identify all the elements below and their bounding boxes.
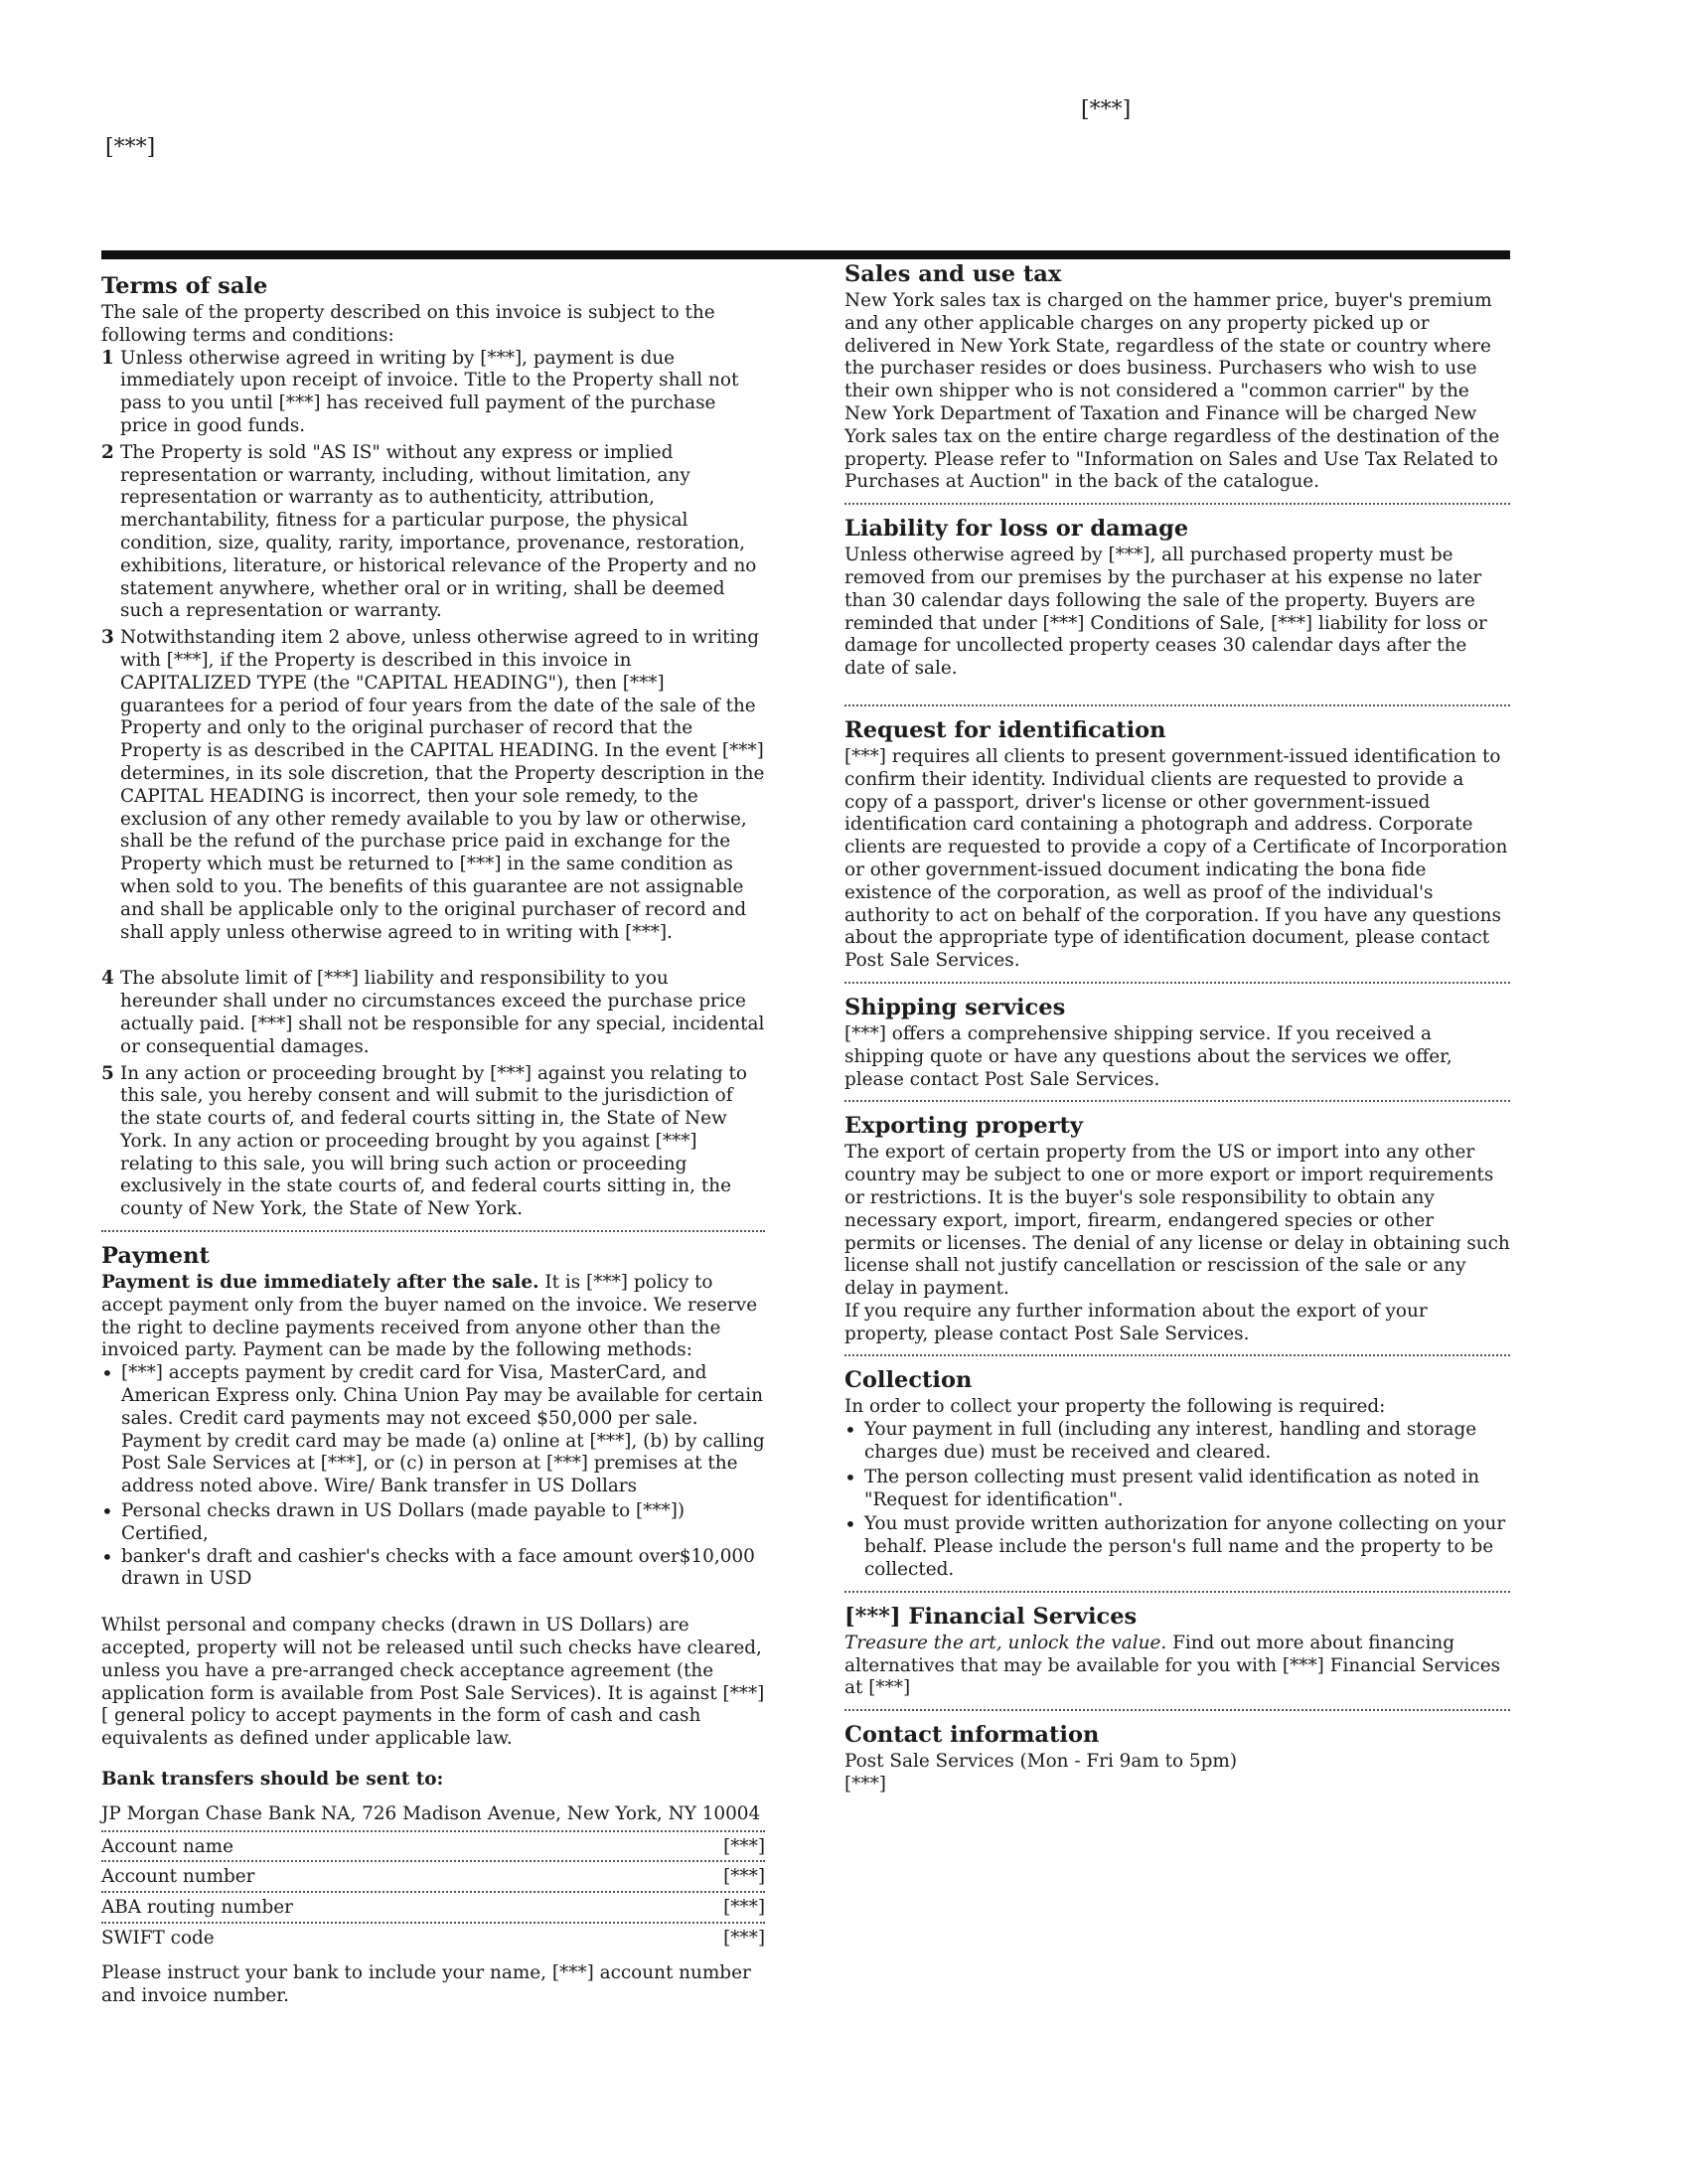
collection-section [844,1366,1510,1581]
terms-list [101,348,765,1221]
table-row [101,1830,765,1861]
contact-hours: Post Sale Services (Mon - Fri 9am to 5pm) [844,1751,1238,1773]
collection-requirement: Your payment in full (including any interest, handling and storage charges due) must be received and cleared. [864,1419,1477,1464]
payment-methods-list [101,1362,765,1591]
identification-text: [***] requires all clients to present government-issued identification to confirm their identity. Individual clients are requested to provide a copy of a passport, driver's license or other government-issued identification card containing a photograph and address. Corporate clients are requested to provide a copy of a Certificate of Incorporation or other government-issued document indicating the bona fide existence of the corporation, as well as proof of the individual's authority to act on behalf of the corporation. If you have any questions about the appropriate type of identification document, please contact Post Sale Services. [844,745,1508,972]
dotted-divider [844,1591,1510,1593]
list-item [844,1467,1510,1512]
term-text: In any action or proceeding brought by [***] against you relating to this sale, you hereby consent and will submit to the jurisdiction of the state courts of, and federal courts sitting in, the State of New York. In any action or proceeding brought by you against [***] relating to this sale, you will bring such action or proceeding exclusively in the state courts of, and federal courts sitting in, the county of New York, the State of New York. [120,1062,747,1220]
term-number: 5 [101,1062,114,1084]
right-column [844,260,1510,1796]
bullet-icon: • [844,1465,856,1489]
redacted-header-left: [***] [105,135,156,160]
collection-intro: In order to collect your property the following is required: [844,1396,1386,1418]
exporting-text-contact: If you require any further information about the export of your property, please contact Post Sale Services. [844,1300,1428,1344]
dotted-divider [844,1709,1510,1711]
liability-title: Liability for loss or damage [844,516,1189,543]
term-item [101,627,765,944]
list-item [101,1362,765,1498]
bank-details-table [101,1830,765,1952]
payment-method-text: banker's draft and cashier's checks with a face amount over$10,000 drawn in USD [121,1545,755,1590]
list-item [844,1419,1510,1465]
collection-title: Collection [844,1367,973,1394]
sales-tax-text: New York sales tax is charged on the hammer price, buyer's premium and any other applicable charges on any property picked up or delivered in New York State, regardless of the state or country where the purchaser resides or does business. Purchasers who wish to use their own shipper who is not considered a "common carrier" by the New York Department of Taxation and Finance will be charged New York sales tax on the entire charge regardless of the destination of the property. Please refer to "Information on Sales and Use Tax Related to Purchases at Auction" in the back of the catalogue. [844,290,1500,493]
list-item [844,1513,1510,1581]
term-text: The absolute limit of [***] liability and responsibility to you hereunder shall under no circumstances exceed the purchase price actually paid. [***] shall not be responsible for any special, incidental or consequential damages. [120,968,765,1057]
list-item [101,1500,765,1546]
payment-section [101,1242,765,2007]
financial-services-title: [***] Financial Services [844,1603,1138,1630]
term-text: Notwithstanding item 2 above, unless otherwise agreed to in writing with [***], if the Property is described in this invoice in CAPITALIZED TYPE (the "CAPITAL HEADING"), then [***] guarantees for a period of four years from the date of the sale of the Property and only to the original purchaser of record that the Property is as described in the CAPITAL HEADING. In the event [***] determines, in its sole discretion, that the Property description in the CAPITAL HEADING is incorrect, then your sole remedy, to the exclusion of any other remedy available to you by law or otherwise, shall be the refund of the purchase price paid in exchange for the Property which must be returned to [***] in the same condition as when sold to you. The benefits of this guarantee are not assignable and shall be applicable only to the original purchaser of record and shall apply unless otherwise agreed to in writing with [***]. [120,627,765,943]
bullet-icon: • [101,1544,113,1569]
terms-of-sale-title: Terms of sale [101,273,268,299]
shipping-text: [***] offers a comprehensive shipping service. If you received a shipping quote or have any questions about the services we offer, please contact Post Sale Services. [844,1022,1452,1090]
shipping-title: Shipping services [844,994,1066,1020]
bank-value: [***] [723,1897,765,1919]
terms-intro: The sale of the property described on this invoice is subject to the following terms and conditions: [101,302,715,346]
bullet-icon: • [101,1499,113,1524]
dotted-divider [844,1354,1510,1356]
checks-paragraph: Whilst personal and company checks (drawn in US Dollars) are accepted, property will not be released until such checks have cleared, unless you have a pre-arranged check acceptance agreement (the application form is available from Post Sale Services). It is against [***][ general policy to accept payments in the form of cash and cash equivalents as defined under applicable law. [101,1615,765,1750]
collection-requirements-list [844,1419,1510,1582]
bank-value: [***] [723,1866,765,1888]
payment-lead-bold: Payment is due immediately after the sale. [101,1272,539,1294]
table-row [101,1860,765,1891]
dotted-divider [101,1230,765,1232]
list-item [101,1546,765,1592]
table-row [101,1891,765,1922]
redacted-header-right: [***] [1081,97,1132,122]
financial-services-section [844,1603,1510,1700]
bank-value: [***] [723,1928,765,1949]
contact-title: Contact information [844,1722,1100,1749]
bank-label: ABA routing number [101,1897,293,1919]
identification-title: Request for identification [844,716,1166,743]
bullet-icon: • [844,1418,856,1443]
dotted-divider [844,704,1510,706]
terms-of-sale-section [101,272,765,1221]
bank-label: Account name [101,1835,234,1857]
left-column [101,272,765,2007]
bank-label: Account number [101,1866,255,1888]
payment-title: Payment [101,1243,210,1270]
payment-method-text: Personal checks drawn in US Dollars (made payable to [***]) Certified, [121,1500,686,1544]
collection-requirement: The person collecting must present valid identification as noted in "Request for identification". [864,1466,1480,1510]
bank-instructions: Please instruct your bank to include your name, [***] account number and invoice number. [101,1961,751,2006]
contact-section [844,1721,1510,1796]
contact-redacted: [***] [844,1774,886,1795]
term-item [101,968,765,1058]
term-number: 2 [101,441,114,463]
payment-method-text: [***] accepts payment by credit card for Visa, MasterCard, and American Express only. China Union Pay may be available for certain sales. Credit card payments may not exceed $50,000 per sale. Payment by credit card may be made (a) online at [***], (b) by calling Post Sale Services at [***], or (c) in person at [***] premises at the address noted above. Wire/ Bank transfer in US Dollars [121,1362,765,1497]
term-number: 1 [101,347,114,369]
bank-label: SWIFT code [101,1928,215,1949]
dotted-divider [844,982,1510,984]
financial-tagline: Treasure the art, unlock the value. [844,1632,1167,1653]
identification-section [844,716,1510,973]
financial-description: Find out more about financing alternatives that may be available for you with [***] Financial Services at [***] [844,1632,1501,1699]
dotted-divider [844,1100,1510,1102]
liability-text: Unless otherwise agreed by [***], all purchased property must be removed from our premises by the purchaser at his expense no later than 30 calendar days following the sale of the property. Buyers are reminded that under [***] Conditions of Sale, [***] liability for loss or damage for uncollected property ceases 30 calendar days after the date of sale. [844,545,1487,680]
exporting-text: The export of certain property from the US or import into any other country may be subject to one or more export or import requirements or restrictions. It is the buyer's sole responsibility to obtain any necessary export, import, firearm, endangered species or other permits or licenses. The denial of any license or delay in obtaining such license shall not justify cancellation or rescission of the sale or any delay in payment. [844,1142,1510,1300]
term-item [101,442,765,623]
dotted-divider [844,503,1510,505]
payment-lead [101,1272,765,1362]
sales-tax-section [844,260,1510,494]
term-number: 4 [101,968,114,990]
exporting-section [844,1112,1510,1345]
term-text: The Property is sold "AS IS" without any express or implied representation or warranty, including, without limitation, any representation or warranty as to authenticity, attribution, merchantability, fitness for a particular purpose, the physical condition, size, quality, rarity, importance, provenance, restoration, exhibitions, literature, or historical relevance of the Property and no statement anywhere, whether oral or in writing, shall be deemed such a representation or warranty. [120,441,757,622]
table-row [101,1922,765,1952]
payment-lead-rest: It is [***] policy to accept payment only from the buyer named on the invoice. We reserve the right to decline payments received from anyone other than the invoiced party. Payment can be made by the following methods: [101,1272,758,1361]
bullet-icon: • [844,1512,856,1537]
term-number: 3 [101,627,114,649]
bullet-icon: • [101,1361,113,1386]
financial-services-text [844,1633,1510,1700]
exporting-title: Exporting property [844,1113,1083,1140]
term-text: Unless otherwise agreed in writing by [***], payment is due immediately upon receipt of invoice. Title to the Property shall not pass to you until [***] has received full payment of the purchase price in good funds. [120,347,739,436]
collection-requirement: You must provide written authorization for anyone collecting on your behalf. Please include the person's full name and the property to be collected. [864,1513,1506,1581]
shipping-section [844,994,1510,1091]
bank-transfer-heading: Bank transfers should be sent to: [101,1769,444,1791]
term-item [101,1063,765,1222]
top-rule [101,250,1510,259]
bank-value: [***] [723,1835,765,1857]
term-item [101,348,765,438]
sales-tax-title: Sales and use tax [844,261,1062,287]
bank-address: JP Morgan Chase Bank NA, 726 Madison Avenue, New York, NY 10004 [101,1802,761,1824]
liability-section [844,515,1510,681]
